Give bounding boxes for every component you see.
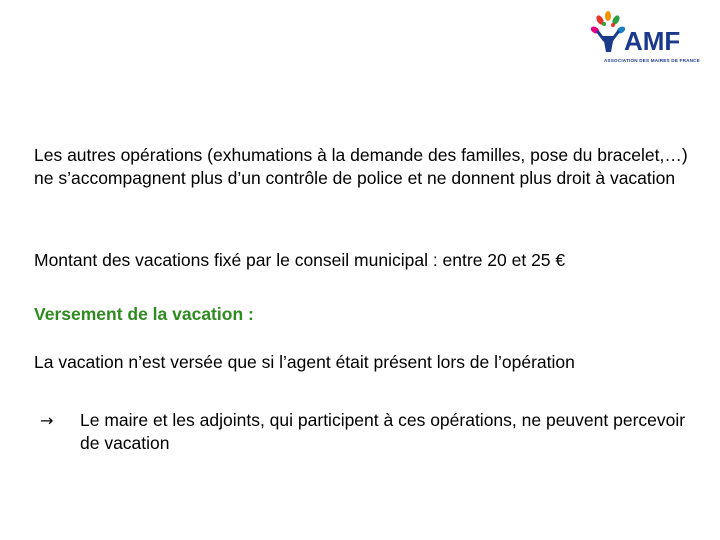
section-heading: Versement de la vacation : [34, 304, 254, 324]
logo-brand-text: AMF [624, 26, 681, 56]
amf-logo [586, 10, 710, 74]
paragraph-other-operations: Les autres opérations (exhumations à la demande des familles, pose du bracelet,…) ne s’accompagnent plus d’un contrôle de police et ne donnent plus droit à vacation [34, 145, 688, 188]
logo-caption: ASSOCIATION DES MAIRES DE FRANCE [604, 58, 700, 63]
paragraph-vacation-amount: Montant des vacations fixé par le conseil municipal : entre 20 et 25 € [34, 250, 566, 270]
bullet-text: Le maire et les adjoints, qui participent à ces opérations, ne peuvent percevoir de vacation [80, 410, 686, 453]
arrow-right-icon: → [40, 411, 54, 430]
bullet-item [40, 409, 700, 455]
paragraph-agent-presence: La vacation n’est versée que si l’agent était présent lors de l’opération [34, 352, 575, 372]
